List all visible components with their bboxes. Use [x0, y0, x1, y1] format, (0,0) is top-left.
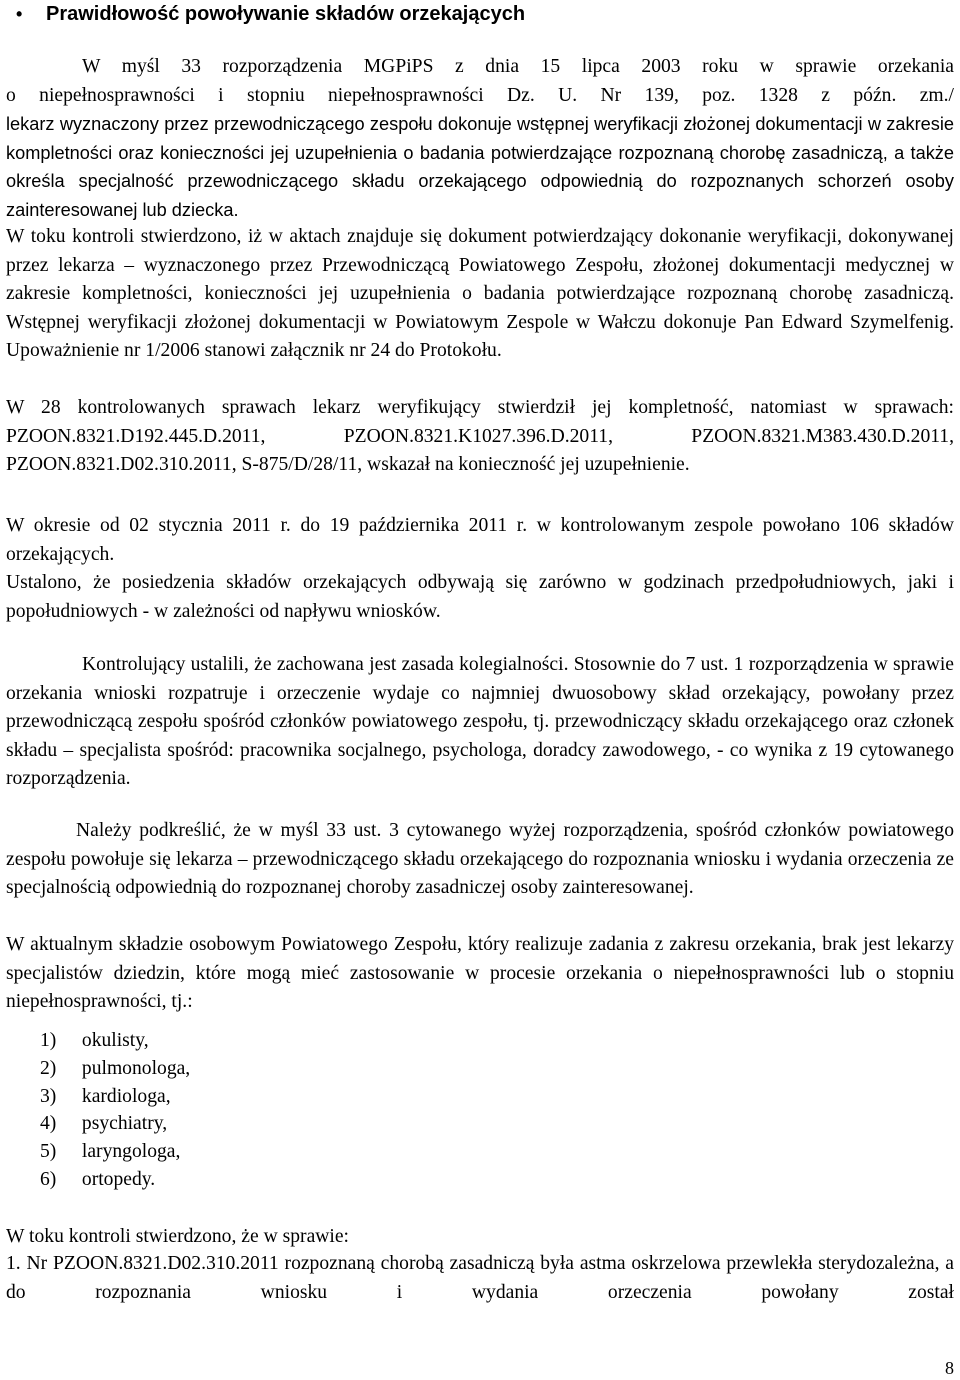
list-item-text: psychiatry,	[81, 1113, 168, 1135]
paragraph-specialists-text: W aktualnym składzie osobowym Powiatowego Zespołu, który realizuje zadania z zakresu orzekania, brak jest lekarzy specjalistów dziedzin, które mogą mieć zastosowanie w procesie orzekania o niepełnosprawności lub o stopniu niepełnosprawności, tj.:	[6, 934, 954, 1013]
paragraph-regulation	[6, 53, 954, 110]
paragraph-chairman-text: Należy podkreślić, że w myśl 33 ust. 3 cytowanego wyżej rozporządzenia, spośród członków powiatowego zespołu powołuje się lekarza – przewodniczącego składu orzekającego do rozpoznania wniosku i wydania orzeczenia ze specjalnością odpowiednią do rozpoznanej choroby zasadniczej osoby zainteresowanej.	[6, 820, 954, 899]
paragraph-findings-text: W toku kontroli stwierdzono, iż w aktach znajduje się dokument potwierdzający dokonanie weryfikacji, dokonywanej przez lekarza – wyznaczonego przez Przewodniczącą Powiatowego Zespołu, złożonej dokumentacji medycznej w zakresie kompletności, konieczności jej uzupełnienia o badania potwierdzające rozpoznaną chorobę zasadniczą. Wstępnej weryfikacji złożonej dokumentacji w Powiatowym Zespole w Wałczu dokonuje Pan Edward Szymelfenig. Upoważnienie nr 1/2006 stanowi załącznik nr 24 do Protokołu.	[6, 226, 954, 362]
section-heading	[16, 2, 936, 26]
list-item-text: kardiologa,	[81, 1085, 171, 1107]
paragraph-regulation-line2: o niepełnosprawności i stopniu niepełnosprawności Dz. U. Nr 139, poz. 1328 z późn. zm./	[6, 84, 954, 106]
paragraph-collegiality-text: Kontrolujący ustalili, że zachowana jest zasada kolegialności. Stosownie do 7 ust. 1 rozporządzenia w sprawie orzekania wnioski rozpatruje i orzeczenie wydaje co najmniej dwuosobowy skład orzekający, powołany przez przewodniczącą zespołu spośród członków powiatowego zespołu, tj. przewodniczący składu orzekającego oraz członek składu – specjalista spośród: pracownika socjalnego, psychologa, doradcy zawodowego, - co wynika z 19 cytowanego rozporządzenia.	[6, 654, 954, 790]
list-item-text: ortopedy.	[81, 1168, 156, 1190]
list-item-number: 2)	[40, 1057, 57, 1079]
list-item-number: 5)	[40, 1141, 57, 1163]
paragraph-regulation-line1: W myśl 33 rozporządzenia MGPiPS z dnia 15 lipca 2003 roku w sprawie orzekania	[82, 56, 954, 77]
list-item-text: okulisty,	[81, 1030, 149, 1051]
paragraph-case-intro	[6, 1223, 954, 1252]
list-item-number: 3)	[40, 1085, 57, 1107]
list-item	[6, 1166, 954, 1194]
specialist-list	[6, 1027, 954, 1194]
list-item	[6, 1027, 954, 1055]
paragraph-cases-text: W 28 kontrolowanych sprawach lekarz weryfikujący stwierdził jej kompletność, natomiast w sprawach: PZOON.8321.D192.445.D.2011, PZOON.8321.K1027.396.D.2011, PZOON.8321.M383.430.D.2011, PZOON.8321.D02.310.2011, S-875/D/28/11, wskazał na konieczność jej uzupełnienie.	[6, 397, 954, 476]
paragraph-period	[6, 512, 954, 569]
paragraph-chairman	[6, 817, 954, 903]
paragraph-case-1	[6, 1250, 954, 1307]
list-item-text: laryngologa,	[81, 1141, 181, 1163]
paragraph-period-text: W okresie od 02 stycznia 2011 r. do 19 października 2011 r. w kontrolowanym zespole powołano 106 składów orzekających.	[6, 515, 954, 565]
list-item-number: 6)	[40, 1168, 57, 1190]
list-item	[6, 1055, 954, 1083]
page-number: 8	[945, 1358, 954, 1378]
paragraph-verification-text: lekarz wyznaczony przez przewodniczącego zespołu dokonuje wstępnej weryfikacji złożonej dokumentacji w zakresie kompletności oraz konieczności jej uzupełnienia o badania potwierdzające rozpoznaną chorobę zasadniczą, a także określa specjalność przewodniczącego składu orzekającego odpowiednią do rozpoznanych schorzeń osoby zainteresowanej lub dziecka.	[6, 114, 954, 220]
paragraph-collegiality	[6, 651, 954, 794]
paragraph-case-intro-text: W toku kontroli stwierdzono, że w sprawie:	[6, 1226, 349, 1247]
list-item-number: 4)	[40, 1113, 57, 1135]
paragraph-specialists	[6, 931, 954, 1017]
paragraph-cases	[6, 394, 954, 480]
list-item-text: pulmonologa,	[81, 1057, 191, 1079]
list-item	[6, 1083, 954, 1111]
paragraph-sessions	[6, 569, 954, 626]
list-item	[6, 1110, 954, 1138]
paragraph-verification	[6, 110, 954, 224]
paragraph-case-1-text: 1. Nr PZOON.8321.D02.310.2011 rozpoznaną chorobą zasadniczą była astma oskrzelowa przewlekła sterydozależna, a do rozpoznania wniosku i wydania orzeczenia powołany został	[6, 1253, 954, 1303]
list-item-number: 1)	[40, 1030, 57, 1051]
list-item	[6, 1138, 954, 1166]
section-heading-text: Prawidłowość powoływanie składów orzekających	[46, 3, 526, 25]
paragraph-sessions-text: Ustalono, że posiedzenia składów orzekających odbywają się zarówno w godzinach przedpołudniowych, jaki i popołudniowych - w zależności od napływu wniosków.	[6, 572, 954, 622]
paragraph-findings	[6, 223, 954, 366]
bullet-icon: •	[16, 4, 23, 24]
